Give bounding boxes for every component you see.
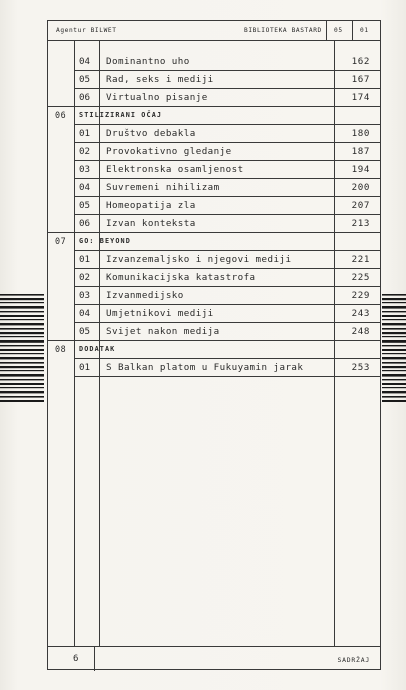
section-title: GO: BEYOND xyxy=(79,237,131,245)
entry-page: 180 xyxy=(351,128,370,139)
entry-title: Homeopatija zla xyxy=(106,200,196,211)
right-margin-bars xyxy=(382,292,406,404)
entry-number: 06 xyxy=(79,218,91,229)
section-number: 06 xyxy=(55,110,67,120)
entry-page: 225 xyxy=(351,272,370,283)
series-volume: 05 xyxy=(334,27,343,34)
entry-page: 194 xyxy=(351,164,370,175)
entry-number: 06 xyxy=(79,92,91,103)
toc-entry[interactable] xyxy=(48,305,380,323)
entry-page: 187 xyxy=(351,146,370,157)
section-label: SADRŽAJ xyxy=(337,656,370,664)
entry-page: 221 xyxy=(351,254,370,265)
entry-number: 03 xyxy=(79,164,91,175)
header-divider xyxy=(352,21,353,40)
toc-section-heading[interactable] xyxy=(48,233,380,251)
entry-title: Virtualno pisanje xyxy=(106,92,208,103)
entry-number: 05 xyxy=(79,200,91,211)
entry-page: 207 xyxy=(351,200,370,211)
entry-number: 01 xyxy=(79,362,91,373)
footer-divider xyxy=(94,647,95,671)
entry-page: 200 xyxy=(351,182,370,193)
entry-page: 162 xyxy=(351,56,370,67)
entry-number: 05 xyxy=(79,74,91,85)
toc-entry[interactable] xyxy=(48,251,380,269)
entry-number: 04 xyxy=(79,56,91,67)
entry-number: 04 xyxy=(79,182,91,193)
page-number: 6 xyxy=(73,654,79,664)
toc-entry[interactable] xyxy=(48,215,380,233)
toc-entry[interactable] xyxy=(48,179,380,197)
entry-title: Provokativno gledanje xyxy=(106,146,232,157)
entry-title: S Balkan platom u Fukuyamin jarak xyxy=(106,362,304,373)
entry-page: 243 xyxy=(351,308,370,319)
entry-page: 174 xyxy=(351,92,370,103)
entry-page: 213 xyxy=(351,218,370,229)
toc-entry[interactable] xyxy=(48,125,380,143)
toc-entry[interactable] xyxy=(48,143,380,161)
entry-title: Rad, seks i mediji xyxy=(106,74,214,85)
section-title: STILIZIRANI OČAJ xyxy=(79,111,163,119)
entry-number: 01 xyxy=(79,254,91,265)
toc-entry[interactable] xyxy=(48,359,380,377)
entry-title: Komunikacijska katastrofa xyxy=(106,272,256,283)
entry-number: 02 xyxy=(79,272,91,283)
table-of-contents-frame xyxy=(47,20,381,670)
row-rule xyxy=(75,376,380,377)
entry-number: 02 xyxy=(79,146,91,157)
running-footer xyxy=(48,646,380,671)
toc-entry[interactable] xyxy=(48,287,380,305)
toc-section-heading[interactable] xyxy=(48,341,380,359)
entry-title: Dominantno uho xyxy=(106,56,190,67)
entry-title: Umjetnikovi mediji xyxy=(106,308,214,319)
author-name: Agentur BILWET xyxy=(56,27,117,34)
section-number: 07 xyxy=(55,236,67,246)
toc-entry[interactable] xyxy=(48,71,380,89)
entry-number: 01 xyxy=(79,128,91,139)
entry-title: Elektronska osamljenost xyxy=(106,164,244,175)
running-header xyxy=(48,21,380,41)
entry-number: 03 xyxy=(79,290,91,301)
entry-title: Izvanmedijsko xyxy=(106,290,184,301)
entry-number: 04 xyxy=(79,308,91,319)
toc-entry[interactable] xyxy=(48,53,380,71)
entry-title: Društvo debakla xyxy=(106,128,196,139)
entry-page: 167 xyxy=(351,74,370,85)
left-margin-bars xyxy=(0,292,44,404)
entry-number: 05 xyxy=(79,326,91,337)
toc-entry[interactable] xyxy=(48,323,380,341)
entry-title: Svijet nakon medija xyxy=(106,326,220,337)
entry-title: Suvremeni nihilizam xyxy=(106,182,220,193)
toc-entry[interactable] xyxy=(48,89,380,107)
entry-page: 229 xyxy=(351,290,370,301)
header-divider xyxy=(326,21,327,40)
toc-section-heading[interactable] xyxy=(48,107,380,125)
section-number: 08 xyxy=(55,344,67,354)
entry-page: 248 xyxy=(351,326,370,337)
section-title: DODATAK xyxy=(79,345,116,353)
series-number: 01 xyxy=(360,27,369,34)
entry-title: Izvanzemaljsko i njegovi mediji xyxy=(106,254,292,265)
toc-entry[interactable] xyxy=(48,197,380,215)
entry-title: Izvan konteksta xyxy=(106,218,196,229)
toc-entry[interactable] xyxy=(48,269,380,287)
series-title: BIBLIOTEKA BASTARD xyxy=(244,27,322,34)
entry-page: 253 xyxy=(351,362,370,373)
toc-entry[interactable] xyxy=(48,161,380,179)
